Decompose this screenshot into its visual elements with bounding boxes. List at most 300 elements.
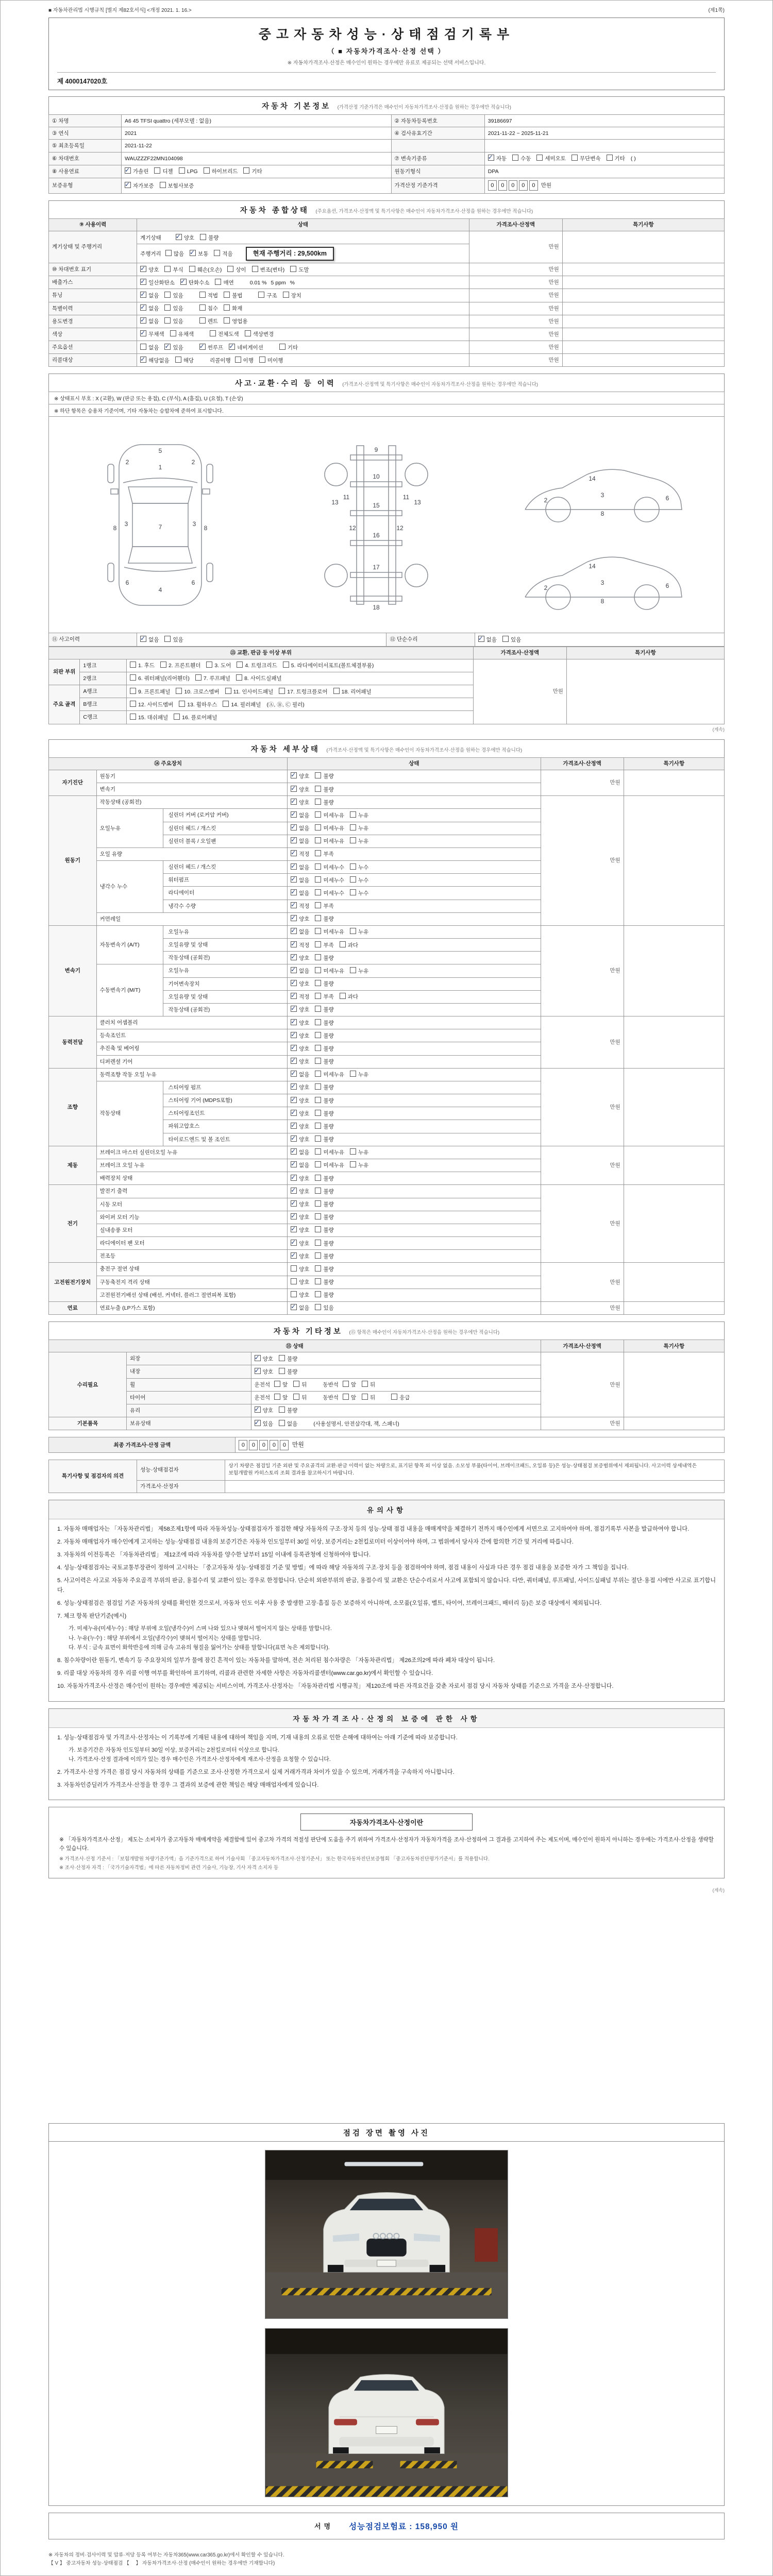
checkbox[interactable] [291, 1304, 297, 1310]
checkbox[interactable] [350, 876, 356, 883]
checkbox[interactable] [195, 674, 201, 681]
checkbox-option[interactable] [227, 266, 246, 274]
checkbox[interactable] [279, 688, 285, 694]
checkbox[interactable] [140, 317, 146, 324]
checkbox-option[interactable] [478, 636, 497, 643]
checkbox[interactable] [315, 1083, 321, 1090]
checkbox-option[interactable] [315, 850, 333, 858]
checkbox[interactable] [315, 954, 321, 960]
checkbox[interactable] [291, 876, 297, 883]
checkbox[interactable] [179, 167, 185, 174]
checkbox[interactable] [315, 1110, 321, 1116]
checkbox[interactable] [362, 1381, 368, 1387]
checkbox[interactable] [291, 1083, 297, 1090]
checkbox[interactable] [259, 357, 265, 363]
checkbox[interactable] [315, 850, 321, 856]
checkbox[interactable] [488, 155, 494, 161]
checkbox[interactable] [333, 688, 340, 694]
checkbox[interactable] [180, 279, 187, 285]
checkbox[interactable] [237, 662, 243, 668]
checkbox-option[interactable] [291, 889, 309, 897]
checkbox[interactable] [279, 1355, 285, 1361]
checkbox[interactable] [130, 701, 136, 707]
checkbox-option[interactable] [607, 155, 625, 162]
checkbox[interactable] [291, 786, 297, 792]
checkbox-option[interactable] [245, 330, 274, 338]
checkbox[interactable] [140, 344, 146, 350]
checkbox-option[interactable] [291, 863, 309, 871]
checkbox[interactable] [206, 662, 212, 668]
checkbox[interactable] [315, 967, 321, 973]
checkbox-option[interactable] [315, 772, 333, 780]
checkbox[interactable] [291, 850, 297, 856]
checkbox-option[interactable] [291, 1110, 309, 1117]
checkbox-option[interactable] [291, 954, 309, 962]
checkbox-option[interactable] [291, 1123, 309, 1130]
checkbox-option[interactable] [315, 967, 344, 975]
checkbox[interactable] [215, 279, 221, 285]
checkbox[interactable] [243, 167, 249, 174]
checkbox[interactable] [290, 266, 296, 272]
checkbox[interactable] [315, 1200, 321, 1207]
checkbox[interactable] [199, 292, 206, 298]
checkbox-option[interactable] [130, 662, 155, 669]
checkbox-option[interactable] [291, 824, 309, 832]
checkbox[interactable] [315, 889, 321, 895]
checkbox-option[interactable] [224, 317, 247, 325]
checkbox[interactable] [340, 941, 346, 947]
checkbox-option[interactable] [362, 1394, 375, 1401]
checkbox-option[interactable] [291, 993, 309, 1001]
checkbox[interactable] [315, 928, 321, 934]
checkbox-option[interactable] [200, 234, 219, 242]
checkbox-option[interactable] [315, 1175, 333, 1182]
checkbox-option[interactable] [488, 155, 507, 162]
checkbox-option[interactable] [274, 1394, 288, 1401]
checkbox-option[interactable] [315, 1188, 333, 1195]
checkbox[interactable] [315, 1032, 321, 1038]
checkbox[interactable] [258, 292, 264, 298]
checkbox-option[interactable] [180, 279, 210, 286]
checkbox-option[interactable] [291, 1188, 309, 1195]
checkbox[interactable] [164, 636, 171, 642]
checkbox-option[interactable] [291, 1097, 309, 1105]
checkbox[interactable] [315, 863, 321, 870]
checkbox[interactable] [315, 1240, 321, 1246]
checkbox-option[interactable] [199, 317, 218, 325]
checkbox[interactable] [154, 167, 160, 174]
checkbox[interactable] [291, 1226, 297, 1232]
checkbox[interactable] [315, 1045, 321, 1051]
checkbox-option[interactable] [291, 1200, 309, 1208]
checkbox[interactable] [125, 167, 131, 174]
checkbox-option[interactable] [343, 1381, 356, 1388]
checkbox[interactable] [291, 1252, 297, 1259]
checkbox-option[interactable] [315, 1213, 333, 1221]
checkbox[interactable] [291, 915, 297, 921]
checkbox-option[interactable] [283, 292, 301, 299]
checkbox[interactable] [350, 967, 356, 973]
checkbox[interactable] [224, 304, 230, 311]
checkbox-option[interactable] [140, 357, 170, 364]
checkbox-option[interactable] [340, 941, 358, 949]
checkbox-option[interactable] [291, 1291, 309, 1299]
checkbox[interactable] [174, 714, 180, 720]
checkbox[interactable] [315, 1071, 321, 1077]
checkbox[interactable] [200, 234, 206, 240]
checkbox-option[interactable] [140, 266, 159, 274]
checkbox-option[interactable] [291, 876, 309, 884]
checkbox[interactable] [572, 155, 578, 161]
checkbox[interactable] [291, 1200, 297, 1207]
checkbox-option[interactable] [164, 317, 183, 325]
checkbox-option[interactable] [130, 714, 168, 721]
checkbox[interactable] [315, 772, 321, 778]
checkbox-option[interactable] [130, 688, 170, 696]
checkbox-option[interactable] [195, 674, 230, 682]
checkbox[interactable] [350, 1071, 356, 1077]
checkbox-option[interactable] [225, 688, 274, 696]
checkbox-option[interactable] [164, 266, 183, 274]
checkbox[interactable] [291, 1291, 297, 1297]
checkbox[interactable] [315, 811, 321, 818]
checkbox-option[interactable] [235, 357, 254, 364]
checkbox[interactable] [164, 266, 171, 272]
checkbox[interactable] [315, 1058, 321, 1064]
checkbox-option[interactable] [350, 889, 368, 897]
checkbox-option[interactable] [236, 674, 282, 682]
checkbox[interactable] [279, 1406, 285, 1413]
checkbox[interactable] [315, 837, 321, 843]
checkbox-option[interactable] [279, 1355, 297, 1363]
checkbox-option[interactable] [350, 811, 368, 819]
checkbox[interactable] [340, 993, 346, 999]
checkbox[interactable] [235, 357, 241, 363]
checkbox-option[interactable] [170, 330, 194, 338]
checkbox[interactable] [291, 1058, 297, 1064]
checkbox-option[interactable] [293, 1381, 307, 1388]
checkbox-option[interactable] [291, 1136, 309, 1143]
checkbox-option[interactable] [199, 292, 218, 299]
checkbox[interactable] [279, 1420, 285, 1426]
checkbox[interactable] [502, 636, 509, 642]
checkbox-option[interactable] [293, 1394, 307, 1401]
checkbox-option[interactable] [140, 292, 159, 299]
checkbox[interactable] [291, 799, 297, 805]
checkbox[interactable] [164, 344, 171, 350]
checkbox-option[interactable] [315, 915, 333, 923]
checkbox[interactable] [291, 1045, 297, 1051]
checkbox-option[interactable] [279, 1406, 297, 1414]
checkbox-option[interactable] [243, 167, 262, 175]
checkbox-option[interactable] [164, 292, 183, 299]
checkbox[interactable] [291, 1032, 297, 1038]
checkbox[interactable] [343, 1381, 349, 1387]
checkbox-option[interactable] [315, 941, 333, 949]
checkbox[interactable] [315, 1291, 321, 1297]
checkbox-option[interactable] [291, 1045, 309, 1053]
checkbox[interactable] [199, 317, 206, 324]
checkbox[interactable] [291, 1071, 297, 1077]
checkbox-option[interactable] [175, 357, 194, 364]
checkbox[interactable] [291, 811, 297, 818]
checkbox-option[interactable] [291, 928, 309, 936]
checkbox[interactable] [130, 674, 136, 681]
checkbox-option[interactable] [350, 928, 368, 936]
checkbox[interactable] [291, 1097, 297, 1103]
checkbox-option[interactable] [176, 234, 194, 242]
checkbox-option[interactable] [350, 1071, 368, 1078]
checkbox-option[interactable] [315, 1161, 344, 1169]
checkbox-option[interactable] [536, 155, 566, 162]
checkbox-option[interactable] [164, 636, 183, 643]
checkbox-option[interactable] [274, 1381, 288, 1388]
checkbox[interactable] [255, 1406, 261, 1413]
checkbox[interactable] [291, 1110, 297, 1116]
checkbox[interactable] [291, 993, 297, 999]
checkbox[interactable] [229, 344, 235, 350]
checkbox-option[interactable] [291, 1058, 309, 1065]
checkbox[interactable] [291, 928, 297, 934]
checkbox[interactable] [291, 902, 297, 908]
checkbox-option[interactable] [224, 304, 242, 312]
checkbox-option[interactable] [291, 1175, 309, 1182]
checkbox-option[interactable] [350, 837, 368, 845]
checkbox-option[interactable] [350, 1148, 368, 1156]
checkbox-option[interactable] [291, 1240, 309, 1247]
checkbox[interactable] [291, 967, 297, 973]
checkbox-option[interactable] [315, 980, 333, 988]
checkbox[interactable] [291, 1278, 297, 1284]
checkbox-option[interactable] [189, 266, 222, 274]
checkbox[interactable] [315, 786, 321, 792]
checkbox-option[interactable] [279, 344, 298, 351]
checkbox-option[interactable] [315, 811, 344, 819]
checkbox[interactable] [291, 889, 297, 895]
checkbox-option[interactable] [291, 837, 309, 845]
checkbox[interactable] [283, 662, 289, 668]
checkbox-option[interactable] [315, 1265, 333, 1273]
checkbox[interactable] [315, 1304, 321, 1310]
checkbox-option[interactable] [315, 837, 344, 845]
checkbox-option[interactable] [125, 167, 148, 175]
checkbox-option[interactable] [290, 266, 309, 274]
checkbox[interactable] [255, 1420, 261, 1426]
checkbox-option[interactable] [210, 330, 239, 338]
checkbox-option[interactable] [215, 279, 233, 286]
checkbox[interactable] [315, 1175, 321, 1181]
checkbox[interactable] [252, 266, 258, 272]
checkbox-option[interactable] [291, 902, 309, 910]
checkbox[interactable] [315, 1188, 321, 1194]
checkbox-option[interactable] [140, 279, 175, 286]
checkbox[interactable] [291, 863, 297, 870]
checkbox[interactable] [199, 344, 206, 350]
checkbox[interactable] [291, 1123, 297, 1129]
checkbox-option[interactable] [315, 902, 333, 910]
checkbox-option[interactable] [140, 317, 159, 325]
checkbox[interactable] [291, 824, 297, 831]
checkbox-option[interactable] [199, 344, 223, 351]
checkbox-option[interactable] [176, 688, 219, 696]
checkbox[interactable] [478, 636, 484, 642]
checkbox[interactable] [315, 1252, 321, 1259]
checkbox[interactable] [293, 1394, 299, 1400]
checkbox[interactable] [130, 688, 136, 694]
checkbox[interactable] [362, 1394, 368, 1400]
checkbox-option[interactable] [199, 304, 218, 312]
checkbox[interactable] [350, 1148, 356, 1155]
checkbox[interactable] [274, 1381, 280, 1387]
checkbox-option[interactable] [315, 1006, 333, 1013]
checkbox-option[interactable] [291, 1148, 309, 1156]
checkbox-option[interactable] [291, 799, 309, 806]
checkbox[interactable] [315, 824, 321, 831]
checkbox-option[interactable] [160, 182, 194, 190]
checkbox-option[interactable] [291, 850, 309, 858]
checkbox[interactable] [607, 155, 613, 161]
checkbox[interactable] [512, 155, 518, 161]
checkbox[interactable] [343, 1394, 349, 1400]
checkbox-option[interactable] [291, 980, 309, 988]
checkbox-option[interactable] [204, 167, 238, 175]
checkbox-option[interactable] [315, 928, 344, 936]
checkbox-option[interactable] [340, 993, 358, 1001]
checkbox[interactable] [315, 902, 321, 908]
checkbox[interactable] [176, 688, 182, 694]
checkbox[interactable] [315, 1097, 321, 1103]
checkbox[interactable] [223, 701, 229, 707]
checkbox[interactable] [170, 330, 176, 336]
checkbox[interactable] [160, 182, 166, 188]
checkbox[interactable] [199, 304, 206, 311]
checkbox[interactable] [140, 292, 146, 298]
checkbox-option[interactable] [174, 714, 217, 721]
checkbox-option[interactable] [229, 344, 263, 351]
checkbox-option[interactable] [291, 941, 309, 949]
checkbox-option[interactable] [291, 1265, 309, 1273]
checkbox[interactable] [315, 1161, 321, 1167]
checkbox-option[interactable] [350, 876, 368, 884]
checkbox[interactable] [315, 1123, 321, 1129]
checkbox-option[interactable] [130, 701, 173, 708]
checkbox-option[interactable] [315, 1019, 333, 1027]
checkbox-option[interactable] [255, 1406, 273, 1414]
checkbox-option[interactable] [179, 167, 198, 175]
checkbox[interactable] [130, 714, 136, 720]
checkbox-option[interactable] [130, 674, 190, 682]
checkbox-option[interactable] [333, 688, 372, 696]
checkbox-option[interactable] [165, 250, 184, 258]
checkbox[interactable] [140, 279, 146, 285]
checkbox-option[interactable] [315, 1045, 333, 1053]
checkbox-option[interactable] [315, 1083, 333, 1091]
checkbox-option[interactable] [291, 786, 309, 793]
checkbox[interactable] [350, 824, 356, 831]
checkbox-option[interactable] [291, 811, 309, 819]
checkbox[interactable] [224, 292, 230, 298]
checkbox-option[interactable] [279, 1368, 297, 1376]
checkbox-option[interactable] [291, 772, 309, 780]
checkbox-option[interactable] [223, 701, 261, 708]
checkbox-option[interactable] [350, 1161, 368, 1169]
checkbox-option[interactable] [255, 1355, 273, 1363]
checkbox[interactable] [140, 304, 146, 311]
checkbox-option[interactable] [343, 1394, 356, 1401]
checkbox-option[interactable] [259, 357, 283, 364]
checkbox-option[interactable] [164, 304, 183, 312]
checkbox[interactable] [279, 344, 285, 350]
checkbox-option[interactable] [140, 344, 159, 351]
checkbox[interactable] [279, 1368, 285, 1374]
checkbox-option[interactable] [279, 688, 327, 696]
checkbox-option[interactable] [315, 1123, 333, 1130]
checkbox[interactable] [350, 889, 356, 895]
checkbox[interactable] [176, 234, 182, 240]
checkbox[interactable] [245, 330, 251, 336]
checkbox-option[interactable] [572, 155, 601, 162]
checkbox-option[interactable] [291, 1161, 309, 1169]
checkbox[interactable] [291, 980, 297, 986]
checkbox-option[interactable] [255, 1368, 273, 1376]
checkbox[interactable] [291, 1019, 297, 1025]
checkbox-option[interactable] [391, 1394, 410, 1401]
checkbox[interactable] [315, 1226, 321, 1232]
checkbox[interactable] [291, 837, 297, 843]
checkbox[interactable] [210, 330, 216, 336]
checkbox[interactable] [140, 636, 146, 642]
checkbox-option[interactable] [315, 1032, 333, 1040]
checkbox-option[interactable] [279, 1420, 297, 1428]
checkbox-option[interactable] [291, 1304, 309, 1312]
checkbox[interactable] [236, 674, 242, 681]
checkbox-option[interactable] [291, 1083, 309, 1091]
checkbox-option[interactable] [315, 876, 344, 884]
checkbox[interactable] [291, 1265, 297, 1272]
checkbox-option[interactable] [350, 824, 368, 832]
checkbox-option[interactable] [315, 1058, 333, 1065]
checkbox-option[interactable] [315, 1071, 344, 1078]
checkbox[interactable] [293, 1381, 299, 1387]
checkbox[interactable] [350, 811, 356, 818]
checkbox[interactable] [315, 1213, 321, 1219]
checkbox[interactable] [315, 1148, 321, 1155]
checkbox-option[interactable] [224, 292, 242, 299]
checkbox[interactable] [255, 1368, 261, 1374]
checkbox-option[interactable] [214, 250, 232, 258]
checkbox[interactable] [291, 1006, 297, 1012]
checkbox[interactable] [291, 1240, 297, 1246]
checkbox-option[interactable] [160, 662, 200, 669]
checkbox-option[interactable] [512, 155, 531, 162]
checkbox-option[interactable] [315, 1304, 333, 1312]
checkbox[interactable] [274, 1394, 280, 1400]
checkbox[interactable] [165, 250, 172, 256]
checkbox-option[interactable] [255, 1420, 273, 1428]
checkbox[interactable] [315, 1006, 321, 1012]
checkbox-option[interactable] [502, 636, 521, 643]
checkbox-option[interactable] [315, 1110, 333, 1117]
checkbox-option[interactable] [315, 1226, 333, 1234]
checkbox-option[interactable] [315, 1148, 344, 1156]
checkbox[interactable] [140, 266, 146, 272]
checkbox[interactable] [291, 1213, 297, 1219]
checkbox[interactable] [536, 155, 543, 161]
checkbox-option[interactable] [291, 915, 309, 923]
checkbox-option[interactable] [291, 1278, 309, 1286]
checkbox[interactable] [291, 1148, 297, 1155]
checkbox-option[interactable] [315, 993, 333, 1001]
